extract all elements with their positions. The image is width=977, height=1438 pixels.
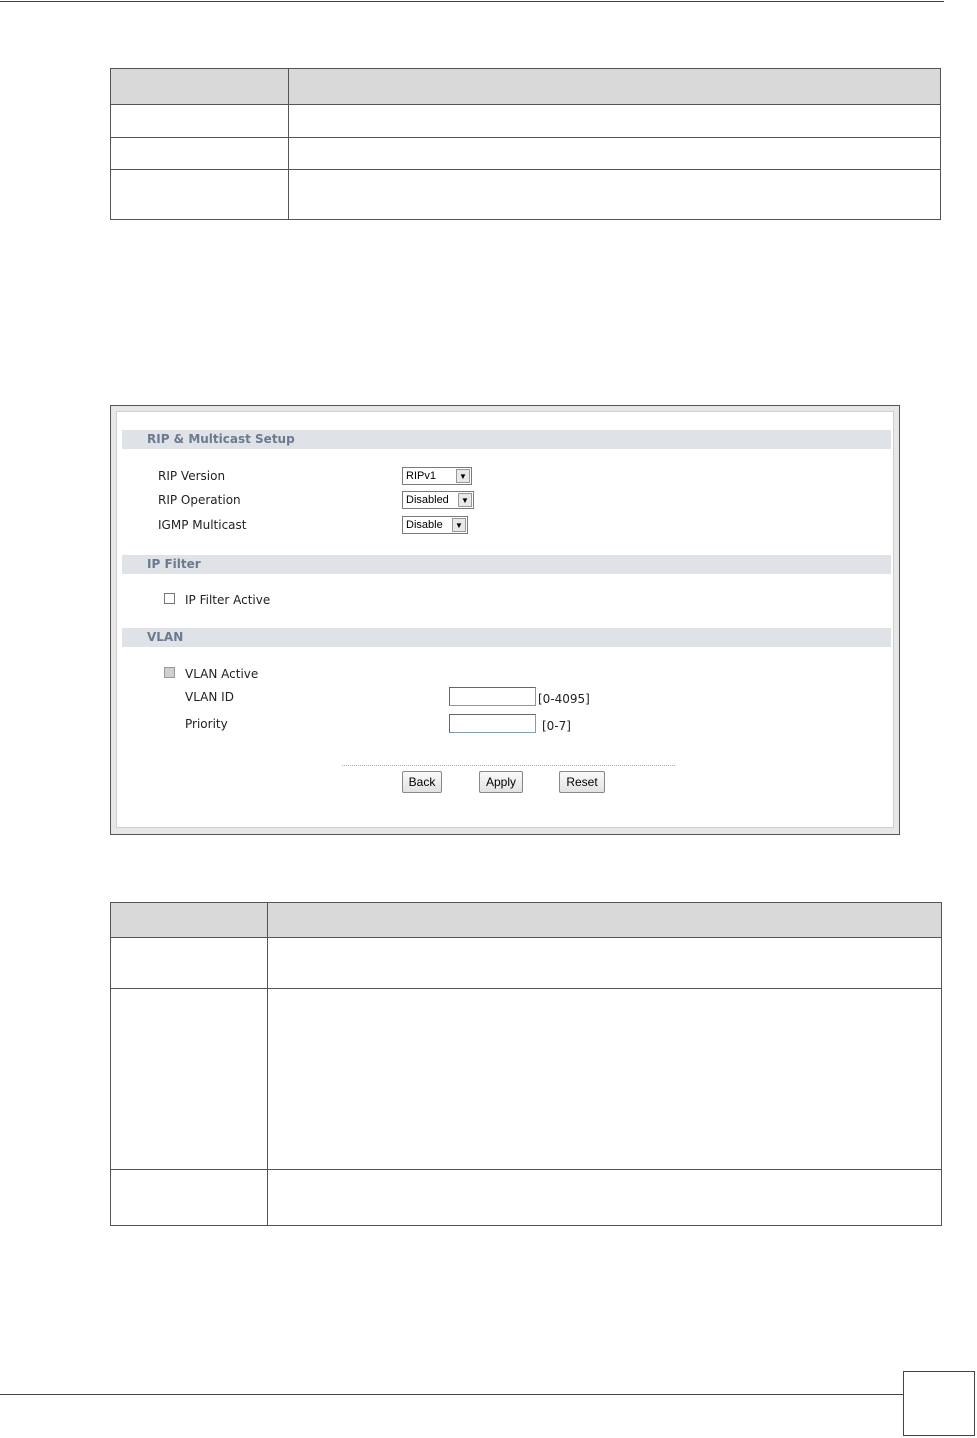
top-table — [110, 68, 941, 220]
igmp-multicast-label: IGMP Multicast — [158, 518, 247, 532]
bottom-table — [110, 902, 942, 1226]
vlan-id-range: [0-4095] — [538, 692, 590, 706]
back-button[interactable]: Back — [402, 771, 442, 793]
priority-label: Priority — [185, 717, 228, 731]
table-header-cell — [289, 69, 941, 105]
rip-version-label: RIP Version — [158, 469, 226, 483]
reset-button[interactable]: Reset — [559, 771, 605, 793]
section-title: RIP & Multicast Setup — [147, 432, 295, 446]
table-cell — [268, 938, 942, 989]
table-header-cell — [111, 69, 289, 105]
vlan-id-input[interactable] — [449, 687, 536, 706]
section-vlan — [122, 628, 891, 647]
rip-operation-value: Disabled — [406, 494, 449, 506]
table-cell — [289, 105, 941, 138]
page-number-box — [903, 1371, 975, 1436]
chevron-down-icon: ▼ — [458, 493, 472, 507]
table-cell — [111, 105, 289, 138]
header-rule — [0, 1, 944, 2]
ip-filter-active-checkbox[interactable] — [164, 593, 175, 604]
chevron-down-icon: ▼ — [456, 469, 470, 483]
section-rip-multicast — [122, 430, 891, 449]
screenshot-figure — [110, 405, 900, 835]
chevron-down-icon: ▼ — [452, 518, 466, 532]
rip-operation-select[interactable] — [402, 491, 474, 509]
igmp-multicast-value: Disable — [406, 519, 443, 531]
section-ip-filter — [122, 555, 891, 574]
footer-rule — [0, 1394, 903, 1395]
table-cell — [268, 1170, 942, 1226]
button-divider — [342, 765, 675, 766]
table-cell — [289, 170, 941, 220]
table-header-cell — [111, 903, 268, 938]
vlan-id-label: VLAN ID — [185, 690, 234, 704]
priority-input[interactable] — [449, 714, 536, 733]
table-cell — [111, 170, 289, 220]
rip-version-select[interactable] — [402, 467, 472, 485]
rip-version-value: RIPv1 — [406, 470, 436, 482]
table-cell — [268, 989, 942, 1170]
priority-range: [0-7] — [542, 719, 571, 733]
apply-button[interactable]: Apply — [479, 771, 523, 793]
ip-filter-active-label: IP Filter Active — [185, 593, 271, 607]
table-header-cell — [268, 903, 942, 938]
table-cell — [111, 938, 268, 989]
table-cell — [111, 138, 289, 170]
table-cell — [111, 989, 268, 1170]
section-title: VLAN — [147, 630, 184, 644]
vlan-active-label: VLAN Active — [185, 667, 259, 681]
igmp-multicast-select[interactable] — [402, 516, 468, 534]
section-title: IP Filter — [147, 557, 201, 571]
config-panel — [116, 411, 894, 828]
table-cell — [289, 138, 941, 170]
table-cell — [111, 1170, 268, 1226]
vlan-active-checkbox[interactable] — [164, 667, 175, 678]
rip-operation-label: RIP Operation — [158, 493, 241, 507]
